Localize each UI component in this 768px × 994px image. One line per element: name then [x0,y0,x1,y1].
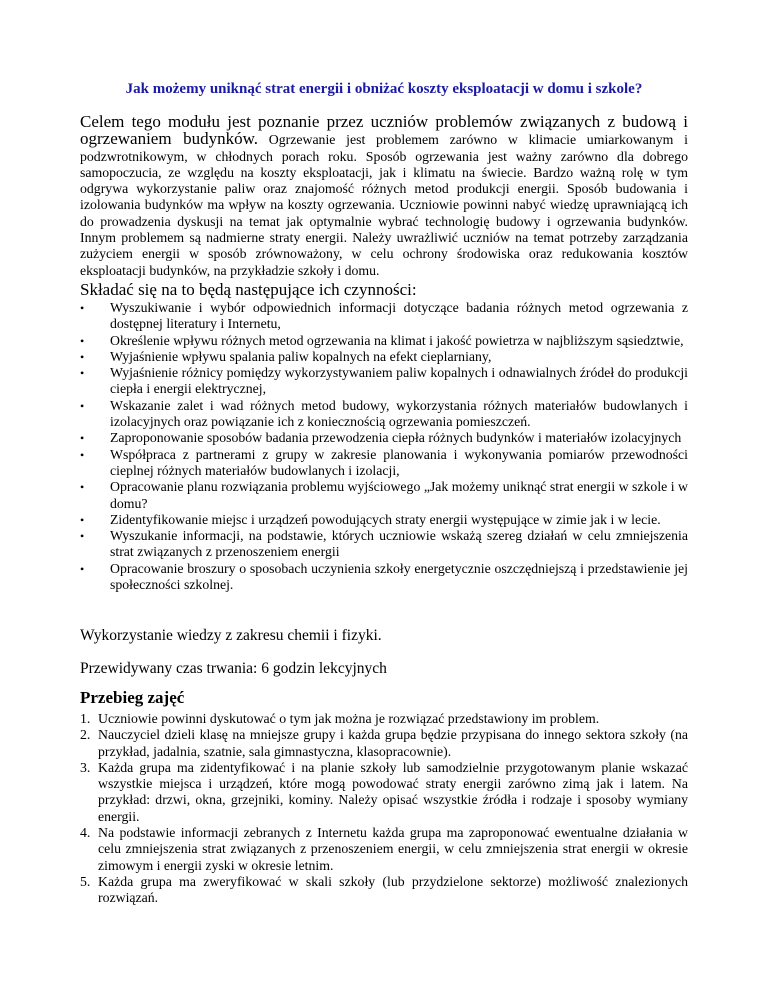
list-item: • Zidentyfikowanie miejsc i urządzeń powodujących straty energii występujące w zimie jak i w lecie. [80,511,661,527]
list-item: • Opracowanie broszury o sposobach uczynienia szkoły energetycznie oszczędniejszą i przedstawienie jej społeczności szkolnej. [80,560,688,593]
document-title: Jak możemy uniknąć strat energii i obniżać koszty eksploatacji w domu i szkole? [125,81,643,97]
list-item: • Wyszukanie informacji, na podstawie, których uczniowie wskażą szereg działań w celu zmniejszenia strat związanych z przenoszeniem energii [80,528,688,560]
list-item: 5. Każda grupa ma zweryfikować w skali szkoły (lub przydzielone sektorze) możliwość znalezionych rozwiązań. [80,873,688,906]
bullet-icon: • [80,349,85,364]
list-item: • Wyjaśnienie wpływu spalania paliw kopalnych na efekt cieplarniany, [80,348,492,364]
list-item: 3. Każda grupa ma zidentyfikować i na planie szkoły lub samodzielnie przygotowanym planie wskazać wszystkie miejsca i urządzeń, które mogą powodować straty energii zarówno zimą jak i latem. Na przykład: drzwi, okna, grzejniki, kominy. Należy opisać wszystkie źródła i rodzaje i sposoby wymiany energii. [80,759,688,824]
list-item: • Wskazanie zalet i wad różnych metod budowy, wykorzystania różnych materiałów budowlanych i izolacyjnych oraz powiązanie ich z koniecznością ogrzewania pomieszczeń. [80,397,688,430]
bullet-icon: • [80,447,85,462]
bullet-icon: • [80,480,85,495]
bullet-icon: • [80,529,85,544]
bullet-icon: • [80,398,85,413]
activities-list [80,300,688,593]
bullet-icon: • [80,301,85,315]
list-item: • Wyjaśnienie różnicy pomiędzy wykorzystywaniem paliw kopalnych i odnawialnych źródeł do produkcji ciepła i energii elektrycznej, [80,365,688,397]
bullet-icon: • [80,366,85,381]
bullet-icon: • [80,561,85,576]
list-item: 2. Nauczyciel dzieli klasę na mniejsze grupy i każda grupa będzie przypisana do innego sektora szkoły (na przykład, jadalnia, szatnie, sala gimnastyczna, klasopracownie). [80,727,688,759]
list-item: • Wyszukiwanie i wybór odpowiednich informacji dotyczące badania różnych metod ogrzewania z dostępnej literatury i Internetu, [80,300,688,332]
duration-line: Przewidywany czas trwania: 6 godzin lekcyjnych [80,660,387,677]
intro-lead: Celem tego modułu jest poznanie przez uczniów problemów związanych z budową i ogrzewaniem budynków. [80,112,688,149]
step-number: 3. [80,759,91,775]
step-number: 1. [80,711,91,726]
step-number: 5. [80,873,91,889]
intro-body: Ogrzewanie jest problemem zarówno w klimacie umiarkowanym i podzwrotnikowym, w chłodnych porach roku. Sposób ogrzewania jest ważny zarówno dla dobrego samopoczucia, ze względu na koszty eksploatacji, jak i klimatu na świecie. Bardzo ważną rolę w tym odgrywa wykorzystanie paliw oraz znajomość różnych metod produkcji energii. Sposób budowania i izolowania budynków ma wpływ na koszty ogrzewania. Uczniowie powinni nabyć wiedzę uprawniającą ich do prowadzenia dyskusji na temat jak optymalnie wybrać technologię budowy i ogrzewania budynków. Innym problemem są nadmierne straty energii. Należy uwrażliwić uczniów na temat potrzeby zarządzania zużyciem energii w sposób zrównoważony, w celu ochrony środowiska oraz redukowania kosztów eksploatacji budynków, na przykładzie szkoły i domu. [80,132,688,278]
list-item: • Zaproponowanie sposobów badania przewodzenia ciepła różnych budynków i materiałów izolacyjnych [80,430,682,446]
bullet-icon: • [80,431,85,446]
knowledge-line: Wykorzystanie wiedzy z zakresu chemii i fizyki. [80,627,382,644]
list-item: • Określenie wpływu różnych metod ogrzewania na klimat i jakość powietrza w najbliższym sąsiedztwie, [80,332,684,348]
list-item: 1. Uczniowie powinni dyskutować o tym jak można je rozwiązać przedstawiony im problem. [80,711,600,726]
intro-paragraph [80,114,688,279]
list-item: • Współpraca z partnerami z grupy w zakresie planowania i wykonywania pomiarów przewodności cieplnej różnych materiałów budowlanych i izolacji, [80,446,688,478]
step-number: 4. [80,825,91,841]
list-item: 4. Na podstawie informacji zebranych z Internetu każda grupa ma zaproponować ewentualne działania w celu zmniejszenia strat związanych z przenoszeniem energii, w celu zmniejszenia strat energii w okresie zimowym i energii zyski w okresie letnim. [80,825,688,873]
course-steps-list [80,711,688,907]
bullet-icon: • [80,512,85,527]
activities-heading: Składać się na to będą następujące ich czynności: [80,280,417,299]
step-number: 2. [80,727,91,743]
list-item: • Opracowanie planu rozwiązania problemu wyjściowego „Jak możemy uniknąć strat energii w szkole i w domu? [80,479,688,511]
course-heading: Przebieg zajęć [80,688,185,707]
bullet-icon: • [80,333,85,348]
